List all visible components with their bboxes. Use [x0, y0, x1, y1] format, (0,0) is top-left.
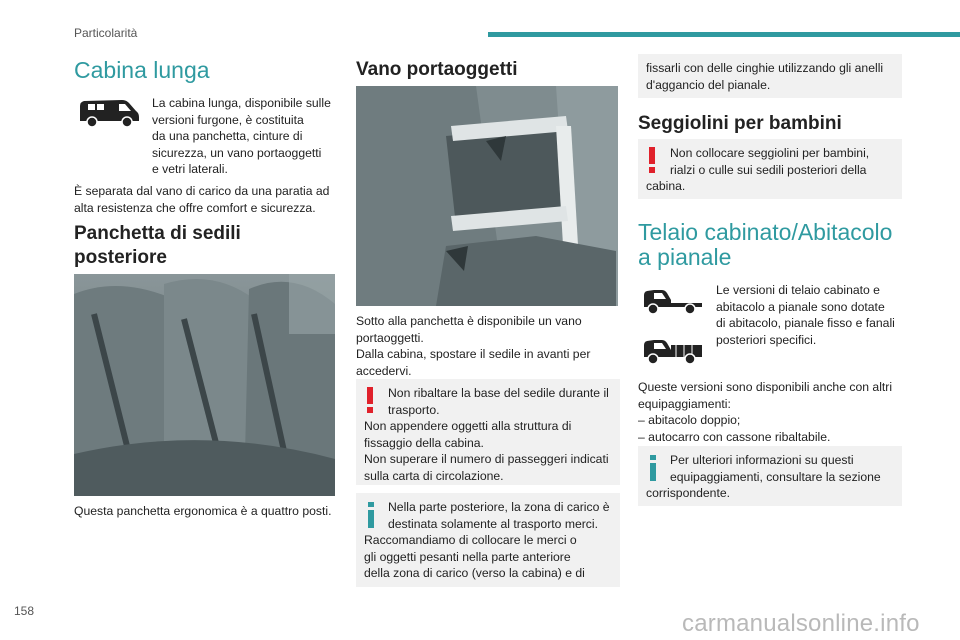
platform-cab-icon: [640, 333, 706, 367]
van-icon: [76, 92, 142, 132]
storage-paragraph: Sotto alla panchetta è disponibile un vano portaoggetti. Dalla cabina, spostare il sedile in avanti per accedervi.: [356, 314, 591, 378]
chassis-cab-icon: [640, 283, 706, 317]
header-section-label: Particolarità: [74, 26, 138, 40]
info-note-equipment: Per ulteriori informazioni su questi equipaggiamenti, consultare la sezione corrispondente.: [638, 446, 902, 506]
title-telaio-cabinato: Telaio cabinato/Abitacolo a pianale: [638, 219, 893, 270]
bench-seat-photo: [74, 274, 335, 496]
equipment-paragraph: Queste versioni sono disponibili anche con altri equipaggiamenti: – abitacolo doppio; – autocarro con cassone ribaltabile.: [638, 380, 893, 444]
child-seat-warning: Non collocare seggiolini per bambini, rialzi o culle sui sedili posteriori della cabina.: [638, 139, 902, 199]
header-bar: [488, 32, 960, 37]
continued-note: fissarli con delle cinghie utilizzando gli anelli d'aggancio del pianale.: [638, 54, 902, 98]
info-note: Nella parte posteriore, la zona di carico è destinata solamente al trasporto merci. Raccomandiamo di collocare le merci o gli oggetti pesanti nella parte anteriore della zona di carico (verso la cabina) e di: [356, 493, 620, 587]
info-icon: [648, 455, 658, 481]
chassis-intro-paragraph: Le versioni di telaio cabinato e abitacolo a pianale sono dotate di abitacolo, pianale fisso e fanali posteriori specifici.: [716, 283, 895, 347]
warning-icon: [364, 387, 376, 413]
intro-paragraph: La cabina lunga, disponibile sulle versioni furgone, è costituita da una panchetta, cinture di sicurezza, un vano portaoggetti e vetri laterali.: [152, 96, 331, 176]
storage-compartment-photo: [356, 86, 618, 306]
subtitle-panchetta: Panchetta di sedili posteriore: [74, 223, 241, 268]
title-cabina-lunga: Cabina lunga: [74, 57, 210, 83]
bench-caption: Questa panchetta ergonomica è a quattro posti.: [74, 504, 332, 518]
info-icon: [366, 502, 376, 528]
page-number: 158: [14, 604, 35, 618]
separation-paragraph: È separata dal vano di carico da una paratia ad alta resistenza che offre comfort e sicurezza.: [74, 184, 330, 215]
title-seggiolini: Seggiolini per bambini: [638, 113, 842, 134]
warning-note: Non ribaltare la base del sedile durante il trasporto. Non appendere oggetti alla struttura di fissaggio della cabina. Non superare il numero di passeggeri indicati sulla carta di circolazione.: [356, 379, 620, 485]
warning-icon: [646, 147, 658, 173]
title-vano-portaoggetti: Vano portaoggetti: [356, 59, 518, 80]
watermark: carmanualsonline.info: [682, 610, 920, 637]
